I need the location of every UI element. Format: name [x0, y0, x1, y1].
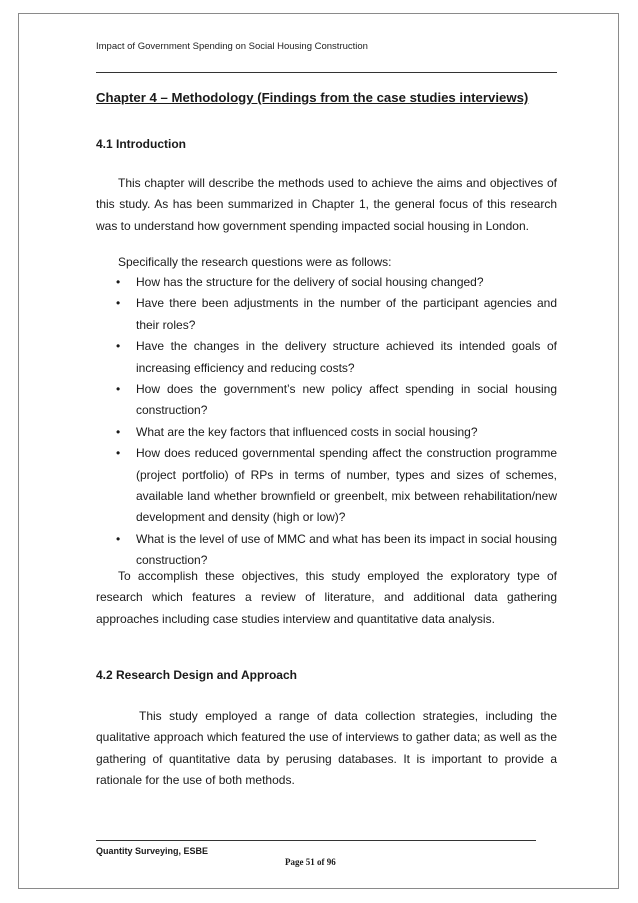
section-heading-4-1: 4.1 Introduction	[96, 137, 186, 151]
research-questions-list	[96, 272, 557, 572]
page-of: of	[317, 857, 325, 867]
closing-paragraph: To accomplish these objectives, this study employed the exploratory type of research which features a review of literature, and additional data gathering approaches including case studies interview and quantitative data analysis.	[96, 569, 557, 626]
chapter-title: Chapter 4 – Methodology (Findings from the case studies interviews)	[96, 90, 529, 105]
bullet-icon: •	[116, 296, 121, 311]
bullet-icon: •	[116, 339, 121, 354]
list-item: • Have there been adjustments in the number of the participant agencies and their roles?	[96, 293, 557, 336]
page-total: 96	[326, 857, 336, 867]
list-item: • Have the changes in the delivery structure achieved its intended goals of increasing efficiency and reducing costs?	[96, 336, 557, 379]
bullet-icon: •	[116, 531, 121, 546]
bullet-icon: •	[116, 446, 121, 461]
page-current: 51	[305, 857, 315, 867]
footer-department: Quantity Surveying, ESBE	[96, 846, 209, 856]
page-label: Page	[285, 857, 304, 867]
running-header: Impact of Government Spending on Social Housing Construction	[96, 41, 368, 52]
list-item: • How has the structure for the delivery of social housing changed?	[96, 272, 557, 293]
intro-paragraph: This chapter will describe the methods used to achieve the aims and objectives of this study. As has been summarized in Chapter 1, the general focus of this research was to understand how government spending impacted social housing in London.	[96, 176, 557, 233]
list-item: • What are the key factors that influenced costs in social housing?	[96, 422, 557, 443]
footer-divider	[96, 840, 536, 841]
header-divider	[96, 72, 557, 73]
page-number	[285, 857, 336, 867]
bullet-icon: •	[116, 424, 121, 439]
research-questions-intro: Specifically the research questions were as follows:	[118, 255, 392, 269]
list-item: • How does reduced governmental spending affect the construction programme (project portfolio) of RPs in terms of number, types and sizes of schemes, available land whether brownfield or greenbelt, mix between rehabilitation/new development and density (high or low)?	[96, 443, 557, 529]
bullet-icon: •	[116, 275, 121, 289]
research-design-paragraph: This study employed a range of data collection strategies, including the qualitative approach which featured the use of interviews to gather data; as well as the gathering of quantitative data by perusing databases. It is important to provide a rationale for the use of both methods.	[96, 709, 557, 788]
section-heading-4-2: 4.2 Research Design and Approach	[96, 668, 297, 682]
bullet-icon: •	[116, 382, 121, 397]
list-item: • What is the level of use of MMC and what has been its impact in social housing construction?	[96, 529, 557, 572]
list-item: • How does the government’s new policy affect spending in social housing construction?	[96, 379, 557, 422]
